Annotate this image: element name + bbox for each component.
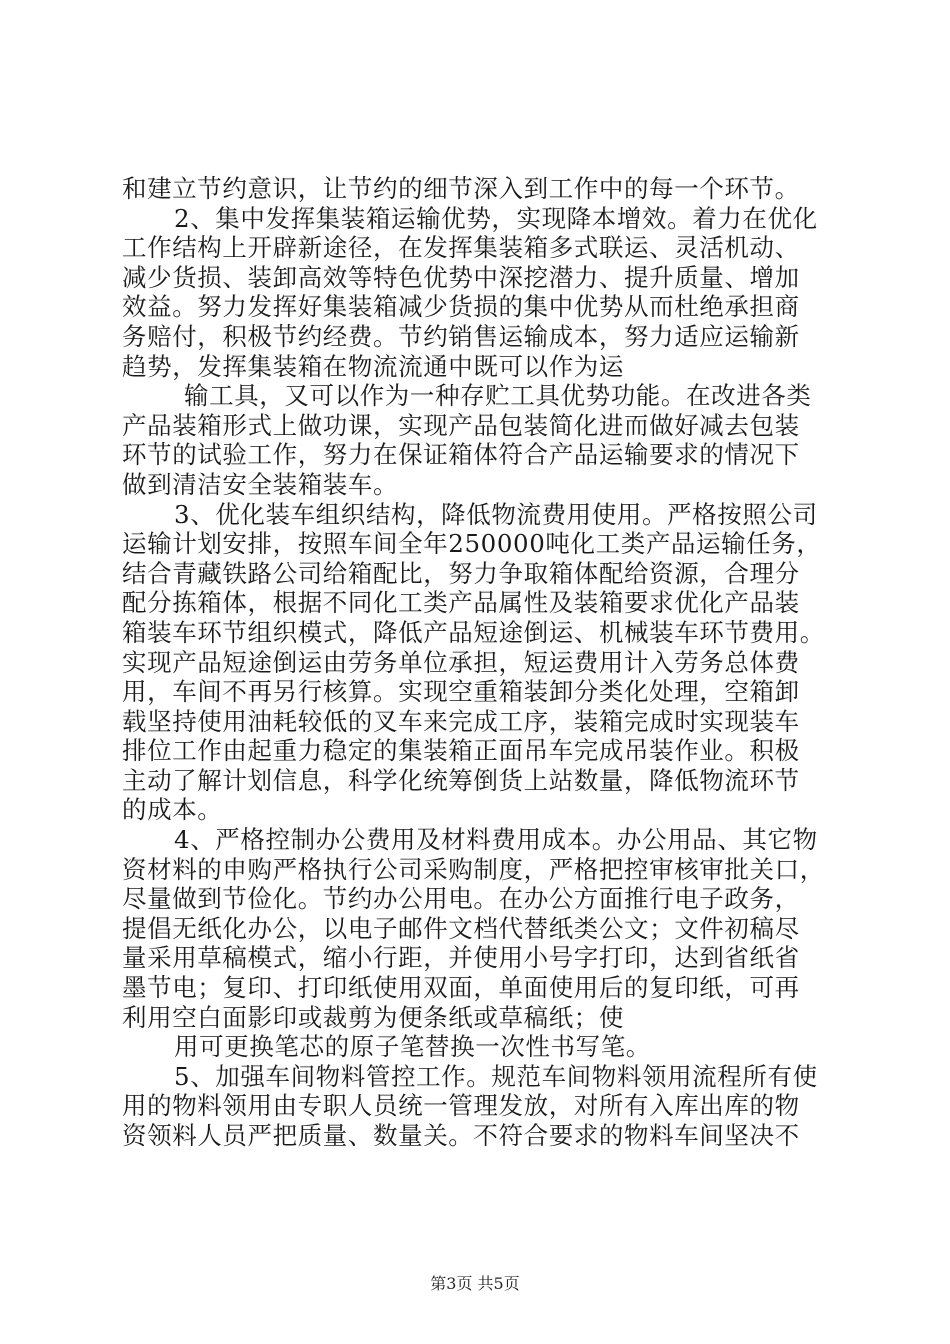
text-line: 量采用草稿模式，缩小行距，并使用小号字打印，达到省纸省 xyxy=(122,943,800,973)
text-line: 主动了解计划信息，科学化统筹倒货上站数量，降低物流环节 xyxy=(122,765,800,795)
text-line: 产品装箱形式上做功课，实现产品包装简化进而做好减去包装 xyxy=(122,410,800,440)
text-line: 提倡无纸化办公，以电子邮件文档代替纸类公文；文件初稿尽 xyxy=(122,913,800,943)
text-line: 和建立节约意识，让节约的细节深入到工作中的每一个环节。 xyxy=(122,174,800,203)
text-line: 2、集中发挥集装箱运输优势，实现降本增效。着力在优化 xyxy=(174,203,818,233)
text-line: 环节的试验工作，努力在保证箱体符合产品运输要求的情况下 xyxy=(122,440,800,470)
page-footer: 第3页 共5页 xyxy=(430,1274,520,1293)
document-body xyxy=(122,174,842,1151)
text-line: 用，车间不再另行核算。实现空重箱装卸分类化处理，空箱卸 xyxy=(122,677,800,707)
text-line: 尽量做到节俭化。节约办公用电。在办公方面推行电子政务， xyxy=(122,884,800,914)
text-line: 箱装车环节组织模式，降低产品短途倒运、机械装车环节费用。 xyxy=(122,617,825,647)
text-line: 做到清洁安全装箱装车。 xyxy=(122,469,399,499)
text-line: 用的物料领用由专职人员统一管理发放，对所有入库出库的物 xyxy=(122,1091,800,1121)
text-line: 资领料人员严把质量、数量关。不符合要求的物料车间坚决不 xyxy=(122,1121,800,1150)
text-line: 减少货损、装卸高效等特色优势中深挖潜力、提升质量、增加 xyxy=(122,262,800,292)
text-line: 趋势，发挥集装箱在物流流通中既可以作为运 xyxy=(122,351,624,381)
text-line: 工作结构上开辟新途径，在发挥集装箱多式联运、灵活机动、 xyxy=(122,233,800,263)
text-line: 的成本。 xyxy=(122,795,223,825)
text-line: 4、严格控制办公费用及材料费用成本。办公用品、其它物 xyxy=(174,825,818,855)
text-line: 输工具，又可以作为一种存贮工具优势功能。在改进各类 xyxy=(184,381,812,411)
text-line: 墨节电；复印、打印纸使用双面，单面使用后的复印纸，可再 xyxy=(122,973,800,1003)
text-line: 载坚持使用油耗较低的叉车来完成工序，装箱完成时实现装车 xyxy=(122,706,800,736)
text-line: 资材料的申购严格执行公司采购制度，严格把控审核审批关口， xyxy=(122,854,825,884)
text-line: 5、加强车间物料管控工作。规范车间物料领用流程所有使 xyxy=(174,1061,818,1091)
text-line: 配分拣箱体，根据不同化工类产品属性及装箱要求优化产品装 xyxy=(122,588,800,618)
text-line: 用可更换笔芯的原子笔替换一次性书写笔。 xyxy=(174,1032,651,1062)
text-line: 排位工作由起重力稳定的集装箱正面吊车完成吊装作业。积极 xyxy=(122,736,800,766)
text-line: 利用空白面影印或裁剪为便条纸或草稿纸；使 xyxy=(122,1002,624,1032)
text-line: 实现产品短途倒运由劳务单位承担，短运费用计入劳务总体费 xyxy=(122,647,800,677)
text-line: 效益。努力发挥好集装箱减少货损的集中优势从而杜绝承担商 xyxy=(122,292,800,322)
text-line: 结合青藏铁路公司给箱配比，努力争取箱体配给资源，合理分 xyxy=(122,558,800,588)
text-line: 运输计划安排，按照车间全年250000吨化工类产品运输任务， xyxy=(122,529,822,559)
text-line: 3、优化装车组织结构，降低物流费用使用。严格按照公司 xyxy=(174,499,818,529)
text-line: 务赔付，积极节约经费。节约销售运输成本，努力适应运输新 xyxy=(122,321,800,351)
